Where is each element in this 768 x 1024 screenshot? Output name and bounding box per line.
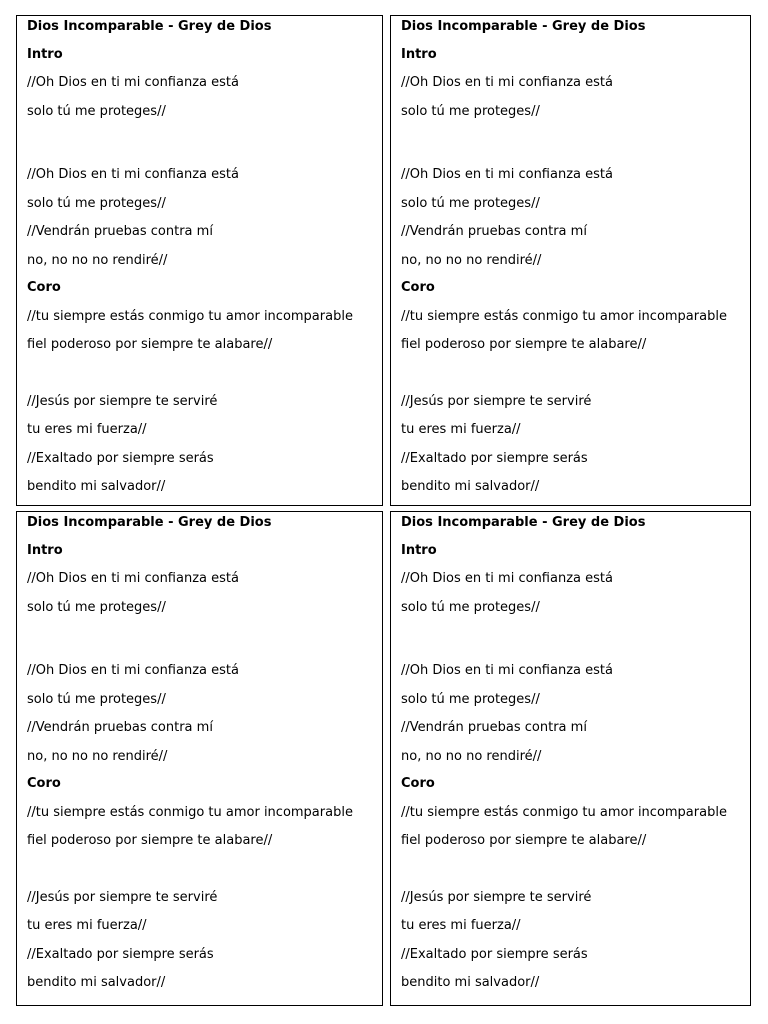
lyric-line: solo tú me proteges// bbox=[401, 196, 540, 211]
lyric-line: tu eres mi fuerza// bbox=[27, 422, 147, 437]
lyric-line: //tu siempre estás conmigo tu amor incomparable bbox=[27, 309, 353, 324]
section-heading-intro: Intro bbox=[27, 47, 63, 62]
section-heading-chorus: Coro bbox=[401, 280, 435, 295]
lyrics-card-bottom-left bbox=[16, 511, 383, 1006]
lyric-line: fiel poderoso por siempre te alabare// bbox=[401, 337, 647, 352]
lyric-line: no, no no no rendiré// bbox=[401, 253, 542, 268]
lyric-line: //Oh Dios en ti mi confianza está bbox=[27, 167, 239, 182]
lyric-line: solo tú me proteges// bbox=[401, 600, 540, 615]
section-heading-intro: Intro bbox=[27, 543, 63, 558]
lyric-line: //Vendrán pruebas contra mí bbox=[27, 720, 213, 735]
lyric-line: //Oh Dios en ti mi confianza está bbox=[27, 75, 239, 90]
lyric-line: solo tú me proteges// bbox=[401, 692, 540, 707]
lyric-line: //Oh Dios en ti mi confianza está bbox=[401, 75, 613, 90]
lyric-line: //tu siempre estás conmigo tu amor incomparable bbox=[401, 309, 727, 324]
lyric-line: //Vendrán pruebas contra mí bbox=[401, 224, 587, 239]
lyric-line: solo tú me proteges// bbox=[27, 104, 166, 119]
section-heading-intro: Intro bbox=[401, 47, 437, 62]
lyric-line: no, no no no rendiré// bbox=[27, 253, 168, 268]
lyric-line: //Exaltado por siempre serás bbox=[401, 451, 588, 466]
lyric-line: //Exaltado por siempre serás bbox=[27, 451, 214, 466]
lyric-line: solo tú me proteges// bbox=[27, 196, 166, 211]
lyric-line: solo tú me proteges// bbox=[27, 600, 166, 615]
section-heading-intro: Intro bbox=[401, 543, 437, 558]
song-title: Dios Incomparable - Grey de Dios bbox=[27, 515, 272, 530]
lyric-line: //tu siempre estás conmigo tu amor incomparable bbox=[401, 805, 727, 820]
lyric-line: //Vendrán pruebas contra mí bbox=[401, 720, 587, 735]
lyric-line: //Jesús por siempre te serviré bbox=[401, 890, 592, 905]
song-title: Dios Incomparable - Grey de Dios bbox=[27, 19, 272, 34]
lyric-line: solo tú me proteges// bbox=[401, 104, 540, 119]
lyric-line: //tu siempre estás conmigo tu amor incomparable bbox=[27, 805, 353, 820]
lyric-line: solo tú me proteges// bbox=[27, 692, 166, 707]
lyric-line: //Oh Dios en ti mi confianza está bbox=[401, 571, 613, 586]
lyric-line: tu eres mi fuerza// bbox=[401, 918, 521, 933]
lyric-line: tu eres mi fuerza// bbox=[27, 918, 147, 933]
lyric-line: //Jesús por siempre te serviré bbox=[27, 890, 218, 905]
lyrics-card-bottom-right bbox=[390, 511, 751, 1006]
lyric-line: fiel poderoso por siempre te alabare// bbox=[27, 337, 273, 352]
section-heading-chorus: Coro bbox=[401, 776, 435, 791]
lyric-line: //Exaltado por siempre serás bbox=[401, 947, 588, 962]
song-title: Dios Incomparable - Grey de Dios bbox=[401, 515, 646, 530]
lyric-line: no, no no no rendiré// bbox=[401, 749, 542, 764]
section-heading-chorus: Coro bbox=[27, 280, 61, 295]
lyrics-card-top-right bbox=[390, 15, 751, 506]
lyrics-card-top-left bbox=[16, 15, 383, 506]
lyric-line: bendito mi salvador// bbox=[27, 975, 166, 990]
lyric-line: //Oh Dios en ti mi confianza está bbox=[27, 571, 239, 586]
lyric-line: //Jesús por siempre te serviré bbox=[27, 394, 218, 409]
lyric-line: //Vendrán pruebas contra mí bbox=[27, 224, 213, 239]
lyric-line: //Jesús por siempre te serviré bbox=[401, 394, 592, 409]
lyric-line: bendito mi salvador// bbox=[27, 479, 166, 494]
lyric-line: bendito mi salvador// bbox=[401, 975, 540, 990]
section-heading-chorus: Coro bbox=[27, 776, 61, 791]
lyric-line: //Exaltado por siempre serás bbox=[27, 947, 214, 962]
lyric-line: fiel poderoso por siempre te alabare// bbox=[27, 833, 273, 848]
lyric-line: //Oh Dios en ti mi confianza está bbox=[401, 167, 613, 182]
lyric-line: no, no no no rendiré// bbox=[27, 749, 168, 764]
lyric-line: tu eres mi fuerza// bbox=[401, 422, 521, 437]
lyric-line: bendito mi salvador// bbox=[401, 479, 540, 494]
song-title: Dios Incomparable - Grey de Dios bbox=[401, 19, 646, 34]
lyric-line: //Oh Dios en ti mi confianza está bbox=[27, 663, 239, 678]
lyric-line: //Oh Dios en ti mi confianza está bbox=[401, 663, 613, 678]
lyric-line: fiel poderoso por siempre te alabare// bbox=[401, 833, 647, 848]
